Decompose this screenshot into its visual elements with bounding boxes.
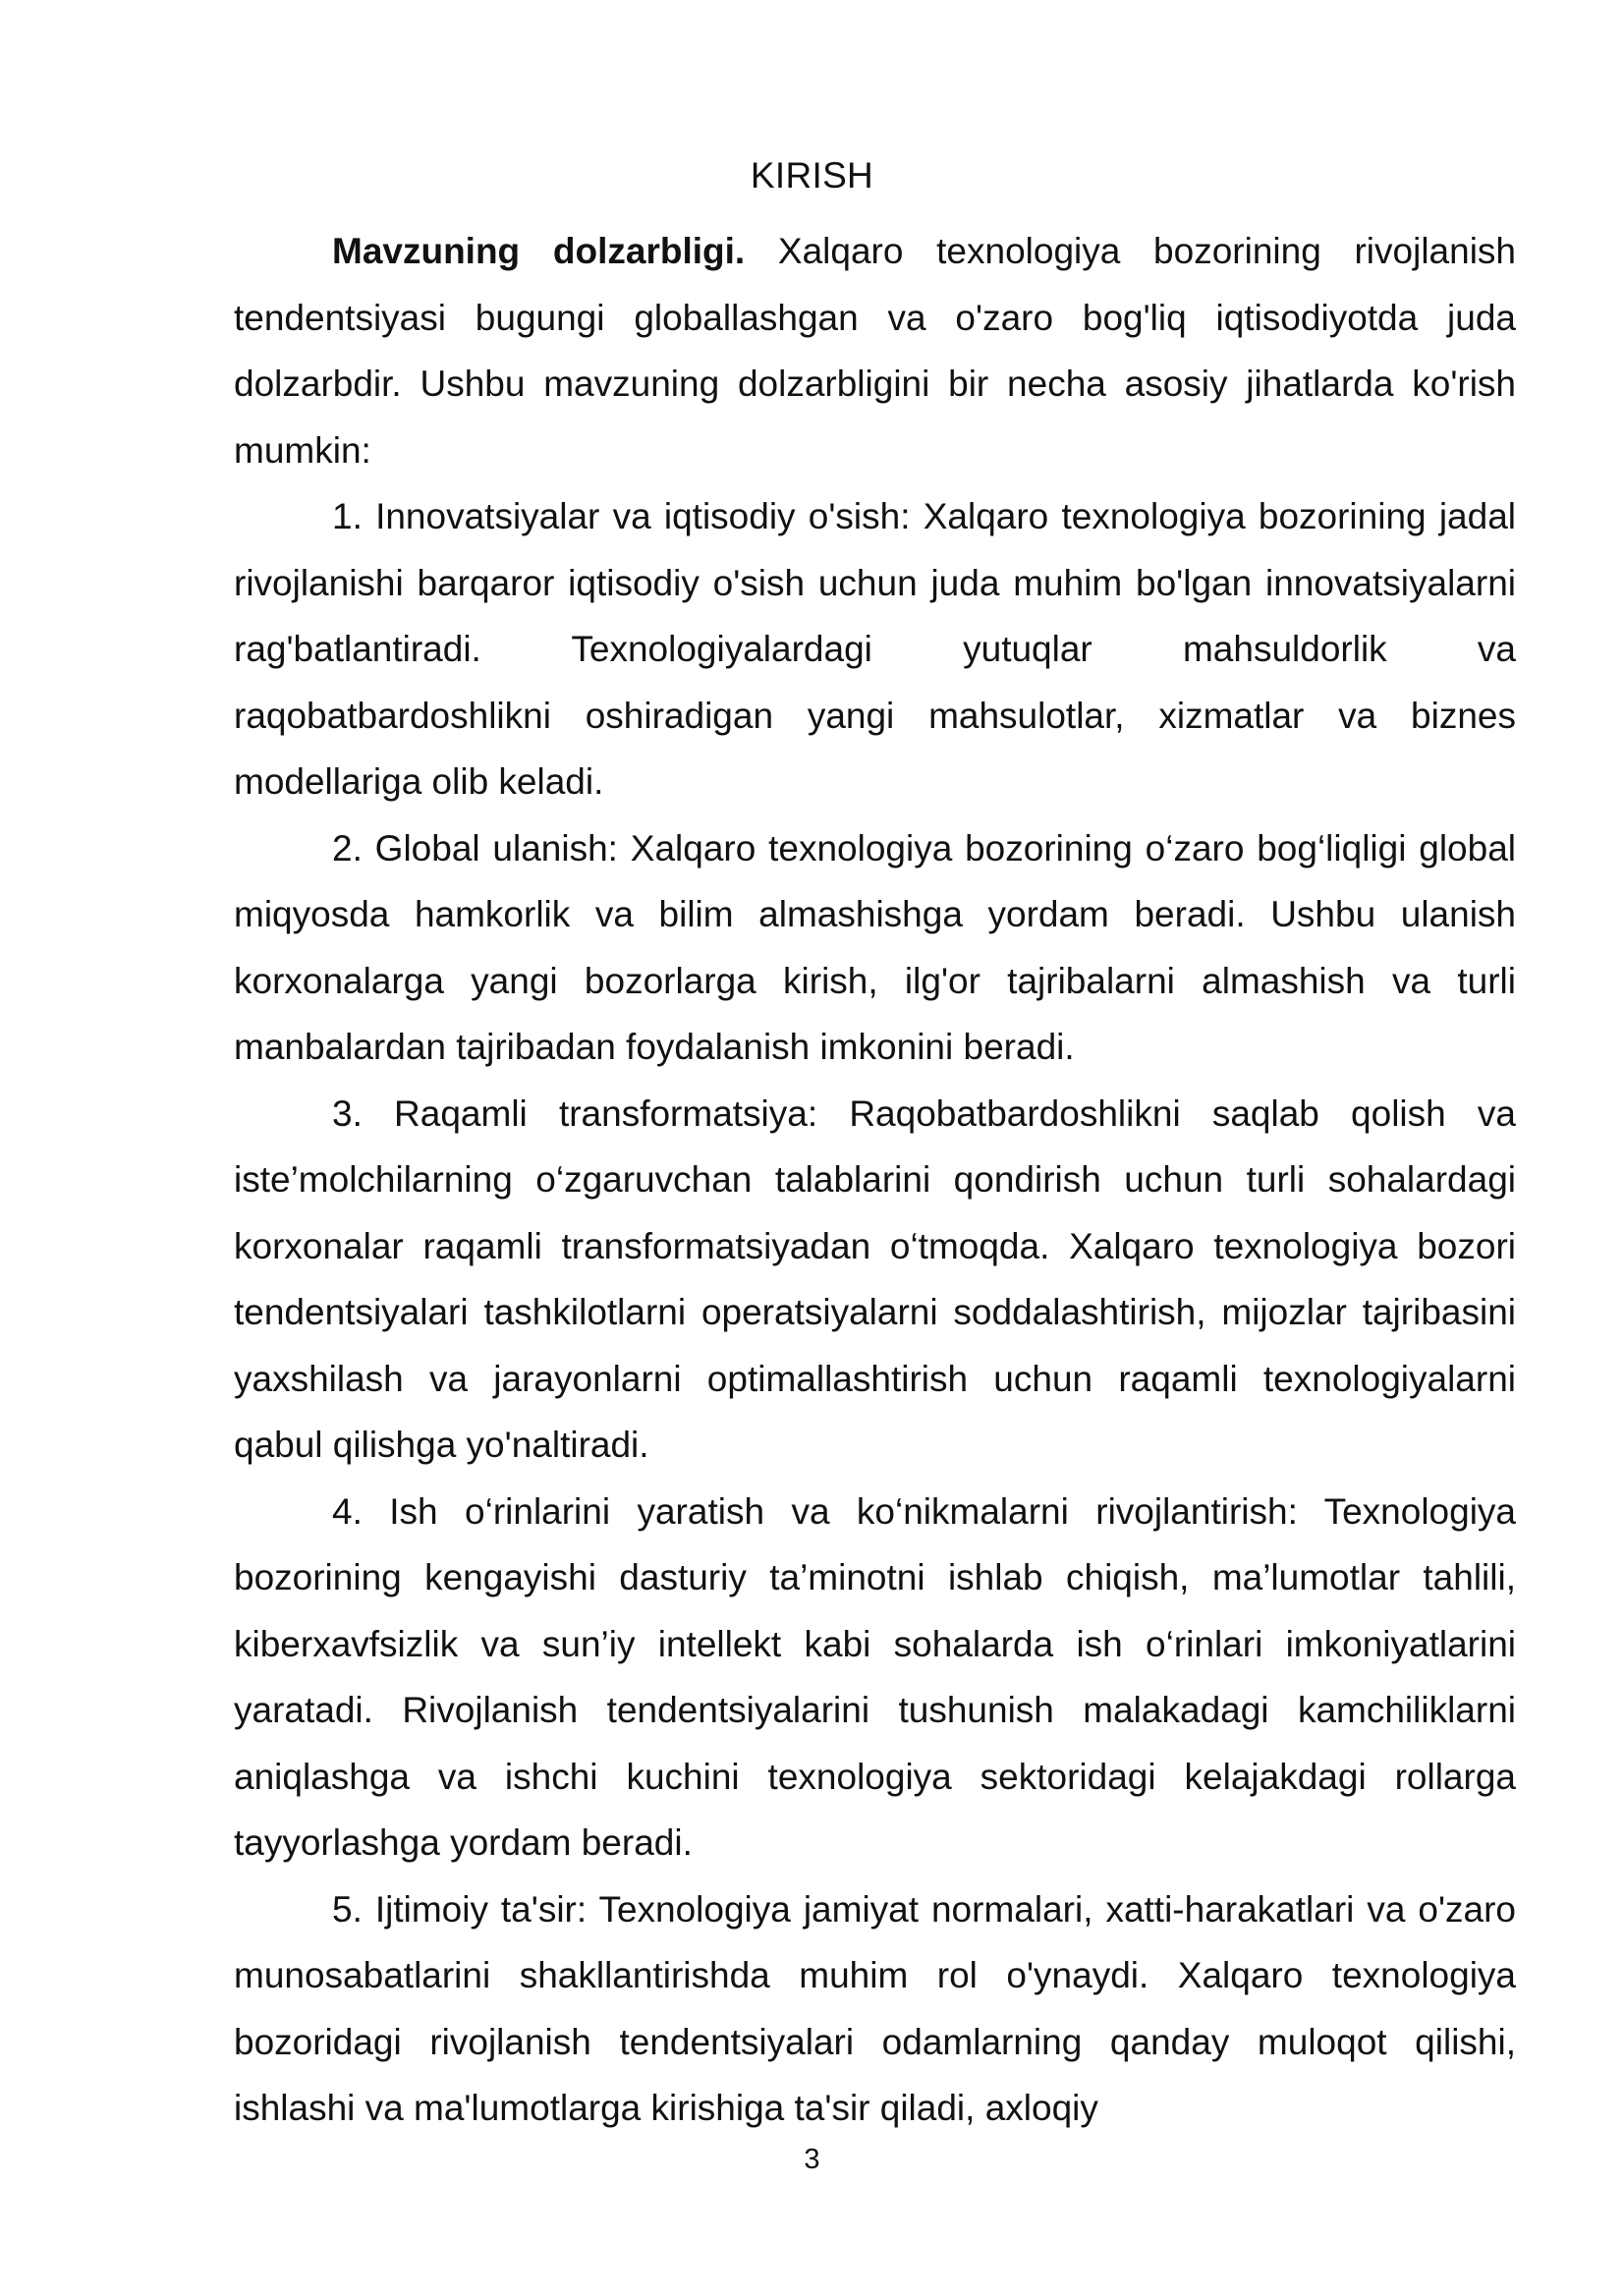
intro-paragraph <box>234 218 1516 483</box>
body-text <box>234 218 1516 2142</box>
point-paragraph-2: 2. Global ulanish: Xalqaro texnologiya bozorining o‘zaro bog‘liqligi global miqyosda hamkorlik va bilim almashishga yordam beradi. Ushbu ulanish korxonalarga yangi bozorlarga kirish, ilg'or tajribalarni almashish va turli manbalardan tajribadan foydalanish imkonini beradi. <box>234 827 1516 1067</box>
point-paragraph-1: 1. Innovatsiyalar va iqtisodiy o'sish: Xalqaro texnologiya bozorining jadal rivojlanishi barqaror iqtisodiy o'sish uchun juda muhim bo'lgan innovatsiyalarni rag'batlantiradi. Texnologiyalardagi yutuqlar mahsuldorlik va raqobatbardoshlikni oshiradigan yangi mahsulotlar, xizmatlar va biznes modellariga olib keladi. <box>234 496 1516 802</box>
intro-text: Xalqaro texnologiya bozorining rivojlanish tendentsiyasi bugungi globallashgan va o'zaro bog'liq iqtisodiyotda juda dolzarbdir. Ushbu mavzuning dolzarbligini bir necha asosiy jihatlarda ko'rish mumkin: <box>234 231 1516 471</box>
point-paragraph-3: 3. Raqamli transformatsiya: Raqobatbardoshlikni saqlab qolish va iste’molchilarning o‘zgaruvchan talablarini qondirish uchun turli sohalardagi korxonalar raqamli transformatsiyadan o‘tmoqda. Xalqaro texnologiya bozori tendentsiyalari tashkilotlarni operatsiyalarni soddalashtirish, mijozlar tajribasini yaxshilash va jarayonlarni optimallashtirish uchun raqamli texnologiyalarni qabul qilishga yo'naltiradi. <box>234 1092 1516 1465</box>
intro-label: Mavzuning dolzarbligi. <box>332 231 746 271</box>
section-heading: KIRISH <box>750 155 874 196</box>
page-number: 3 <box>804 2144 820 2175</box>
point-paragraph-4: 4. Ish o‘rinlarini yaratish va ko‘nikmalarni rivojlantirish: Texnologiya bozorining kengayishi dasturiy ta’minotni ishlab chiqish, ma’lumotlar tahlili, kiberxavfsizlik va sun’iy intellekt kabi sohalarda ish o‘rinlari imkoniyatlarini yaratadi. Rivojlanish tendentsiyalarini tushunish malakadagi kamchiliklarni aniqlashga va ishchi kuchini texnologiya sektoridagi kelajakdagi rollarga tayyorlashga yordam beradi. <box>234 1490 1516 1863</box>
point-paragraph-5: 5. Ijtimoiy ta'sir: Texnologiya jamiyat normalari, xatti-harakatlari va o'zaro munosabatlarini shakllantirishda muhim rol o'ynaydi. Xalqaro texnologiya bozoridagi rivojlanish tendentsiyalari odamlarning qanday muloqot qilishi, ishlashi va ma'lumotlarga kirishiga ta'sir qiladi, axloqiy <box>234 1888 1516 2128</box>
